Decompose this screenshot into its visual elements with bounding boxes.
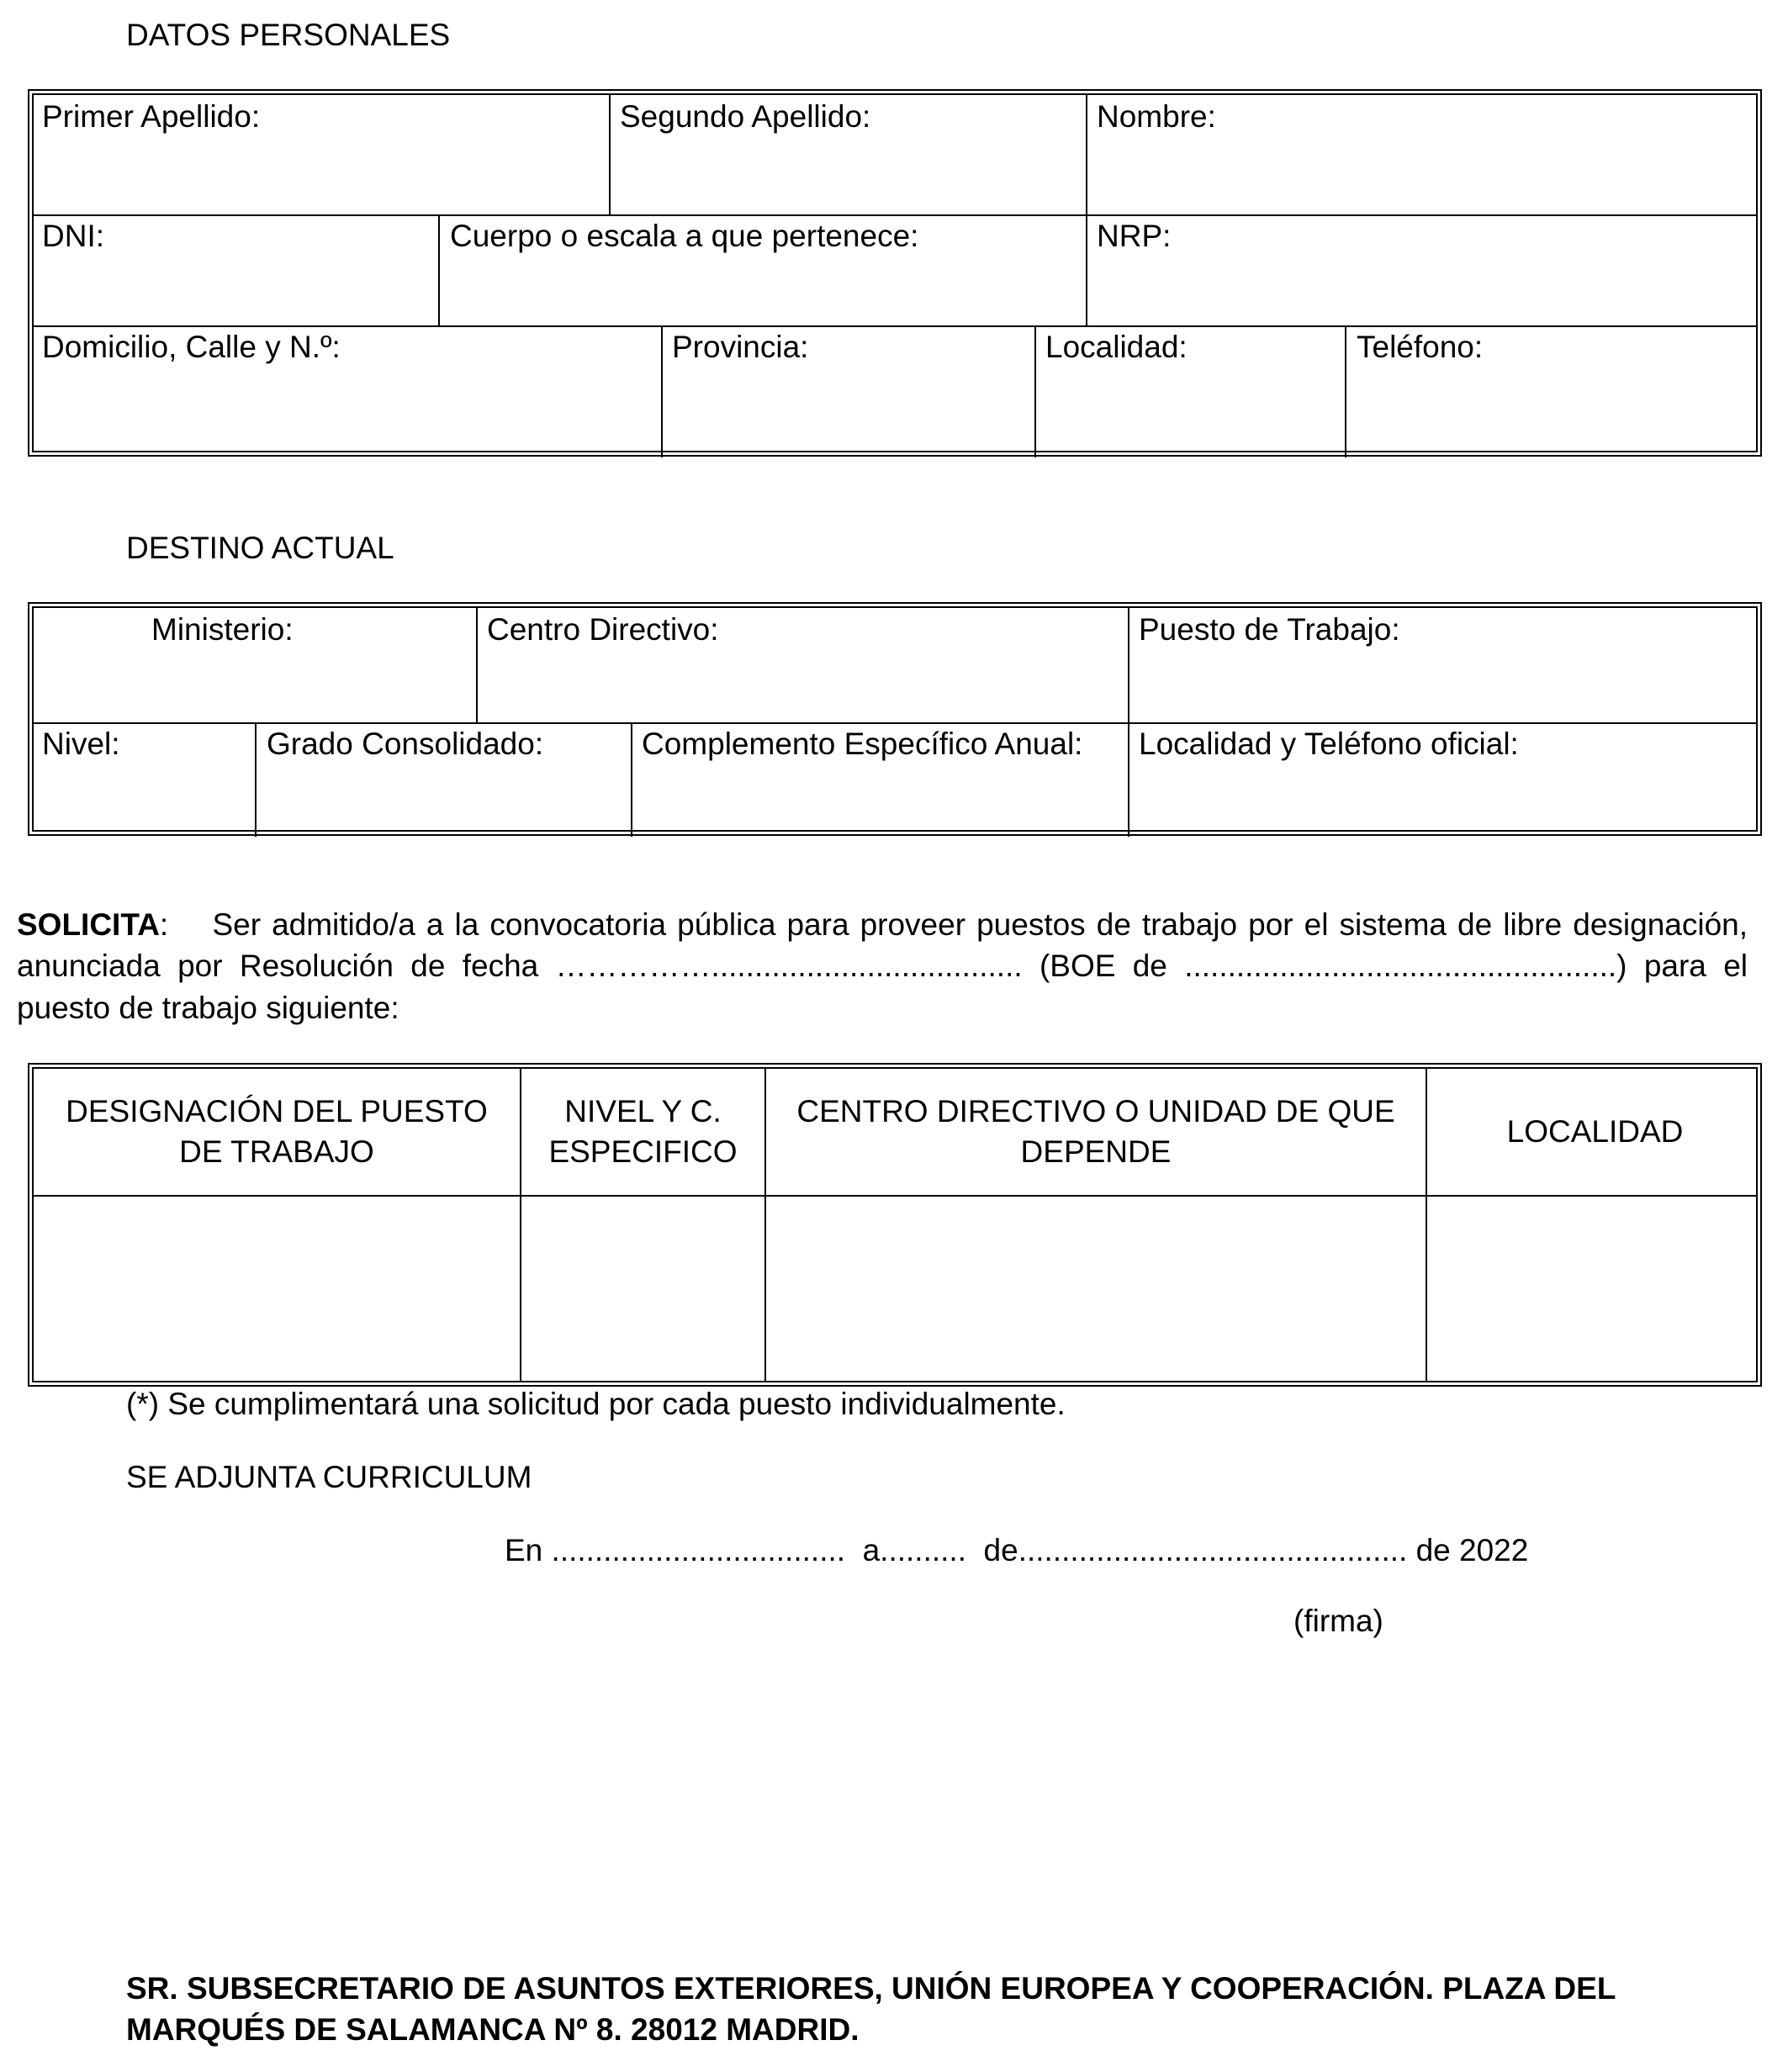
section-title-datos-personales: DATOS PERSONALES bbox=[126, 18, 451, 52]
grado-consolidado-field[interactable]: Grado Consolidado: bbox=[267, 727, 544, 761]
section-title-destino-actual: DESTINO ACTUAL bbox=[126, 531, 394, 565]
solicita-colon: : bbox=[159, 907, 169, 942]
dni-field[interactable]: DNI: bbox=[42, 219, 104, 253]
ministerio-field[interactable]: Ministerio: bbox=[151, 612, 294, 647]
header-nivel: NIVEL Y C. ESPECIFICO bbox=[548, 1094, 738, 1169]
puesto-solicitado-table bbox=[28, 1063, 1762, 1387]
segundo-apellido-field[interactable]: Segundo Apellido: bbox=[620, 99, 871, 134]
nivel-field[interactable]: Nivel: bbox=[42, 727, 120, 761]
header-centro-directivo: CENTRO DIRECTIVO O UNIDAD DE QUE DEPENDE bbox=[796, 1094, 1395, 1169]
cell-localidad-input[interactable] bbox=[1427, 1197, 1763, 1386]
nombre-field[interactable]: Nombre: bbox=[1097, 99, 1216, 134]
destinatario-line-1: SR. SUBSECRETARIO DE ASUNTOS EXTERIORES, UNIÓN EUROPEA Y COOPERACIÓN. PLAZA DEL bbox=[126, 1971, 1616, 2006]
solicita-line-3: puesto de trabajo siguiente: bbox=[17, 991, 399, 1025]
domicilio-field[interactable]: Domicilio, Calle y N.º: bbox=[42, 330, 341, 364]
solicita-label: SOLICITA bbox=[17, 907, 160, 942]
fecha-lugar-line[interactable]: En .................................. a.......... de............................................. de 2022 bbox=[505, 1533, 1529, 1567]
telefono-field[interactable]: Teléfono: bbox=[1357, 330, 1484, 364]
datos-personales-table bbox=[28, 89, 1762, 457]
provincia-field[interactable]: Provincia: bbox=[672, 330, 809, 364]
solicita-line-1 bbox=[17, 906, 1748, 944]
localidad-field[interactable]: Localidad: bbox=[1045, 330, 1188, 364]
adjunta-curriculum-text: SE ADJUNTA CURRICULUM bbox=[126, 1460, 532, 1494]
solicita-text-1: Ser admitido/a a la convocatoria pública para proveer puestos de trabajo por el sistema de libre designación, bbox=[212, 907, 1748, 942]
cell-nivel-input[interactable] bbox=[521, 1197, 764, 1386]
destinatario-line-2: MARQUÉS DE SALAMANCA Nº 8. 28012 MADRID. bbox=[126, 2012, 860, 2047]
header-designacion: DESIGNACIÓN DEL PUESTO DE TRABAJO bbox=[66, 1094, 488, 1169]
localidad-telefono-oficial-field[interactable]: Localidad y Teléfono oficial: bbox=[1139, 727, 1519, 761]
primer-apellido-field[interactable]: Primer Apellido: bbox=[42, 99, 261, 134]
centro-directivo-field[interactable]: Centro Directivo: bbox=[487, 612, 719, 647]
cell-centro-directivo-input[interactable] bbox=[766, 1197, 1426, 1386]
cuerpo-escala-field[interactable]: Cuerpo o escala a que pertenece: bbox=[450, 219, 919, 253]
puesto-trabajo-field[interactable]: Puesto de Trabajo: bbox=[1139, 612, 1400, 647]
complemento-especifico-field[interactable]: Complemento Específico Anual: bbox=[642, 727, 1083, 761]
nota-text: (*) Se cumplimentará una solicitud por cada puesto individualmente. bbox=[126, 1387, 1066, 1421]
cell-designacion-input[interactable] bbox=[34, 1197, 520, 1386]
nrp-field[interactable]: NRP: bbox=[1097, 219, 1172, 253]
destino-actual-table bbox=[28, 602, 1762, 836]
solicita-line-2: anunciada por Resolución de fecha …………….................................... (BOE de ..................................................) para el bbox=[17, 949, 1748, 983]
header-localidad: LOCALIDAD bbox=[1506, 1114, 1684, 1149]
firma-label: (firma) bbox=[1293, 1604, 1383, 1638]
